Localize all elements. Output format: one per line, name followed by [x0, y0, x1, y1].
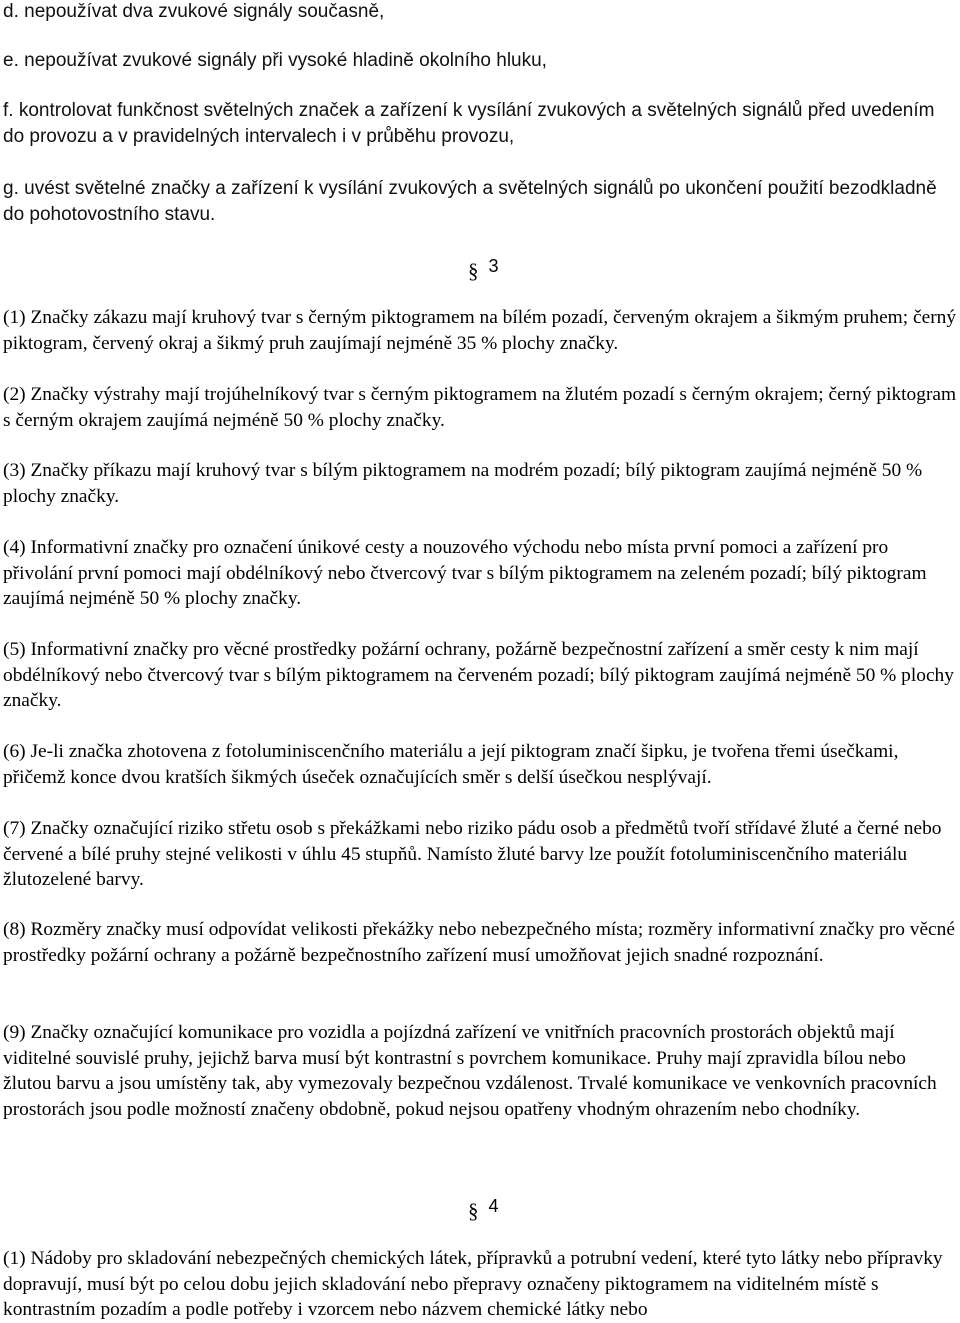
list-marker: d.	[3, 1, 19, 22]
list-marker: e.	[3, 50, 19, 71]
section-4-heading	[468, 1196, 499, 1224]
list-item-g	[3, 176, 948, 228]
list-item-d	[3, 0, 957, 25]
section-3-paragraph-8: (8) Rozměry značky musí odpovídat velikosti překážky nebo nebezpečného místa; rozměry informativní značky pro věcné prostředky požární ochrany a požárně bezpečnostního zařízení musí umožňovat jejich snadné rozpoznání.	[3, 919, 955, 966]
section-3-paragraph-9: (9) Značky označující komunikace pro vozidla a pojízdná zařízení ve vnitřních pracovních prostorách objektů mají viditelné souvislé pruhy, jejichž barva musí být kontrastní s povrchem komunikace. Pruhy mají zpravidla bílou nebo žlutou barvu a jsou umístěny tak, aby vymezovaly bezpečnou vzdálenost. Trvalé komunikace ve venkovních pracovních prostorách jsou podle možností značeny obdobně, pokud nejsou opatřeny vhodným ohrazením nebo chodníky.	[3, 1022, 937, 1120]
section-symbol: §	[468, 259, 479, 283]
section-3-paragraph-3: (3) Značky příkazu mají kruhový tvar s bílým piktogramem na modrém pozadí; bílý piktogram zaujímá nejméně 50 % plochy značky.	[3, 460, 923, 507]
list-item-text: nepoužívat zvukové signály při vysoké hladině okolního hluku,	[24, 50, 547, 71]
section-number: 4	[488, 1196, 499, 1216]
section-symbol: §	[468, 1199, 479, 1223]
list-item-text: nepoužívat dva zvukové signály současně,	[24, 1, 385, 22]
section-3-heading	[468, 256, 499, 284]
section-3-paragraph-6: (6) Je-li značka zhotovena z fotoluminiscenčního materiálu a její piktogram značí šipku, je tvořena třemi úsečkami, přičemž konce dvou kratších šikmých úseček označujících směr s delší úsečkou nesplývají.	[3, 741, 899, 788]
section-3-paragraph-7: (7) Značky označující riziko střetu osob s překážkami nebo riziko pádu osob a předmětů tvoří střídavé žluté a černé nebo červené a bílé pruhy stejné velikosti v úhlu 45 stupňů. Namísto žluté barvy lze použít fotoluminiscenčního materiálu žlutozelené barvy.	[3, 818, 942, 891]
list-item-f	[3, 98, 953, 150]
section-3-paragraph-4: (4) Informativní značky pro označení únikové cesty a nouzového východu nebo místa první pomoci a zařízení pro přivolání první pomoci mají obdélníkový nebo čtvercový tvar s bílým piktogramem na zeleném pozadí; bílý piktogram zaujímá nejméně 50 % plochy značky.	[3, 537, 927, 610]
section-3-paragraph-2: (2) Značky výstrahy mají trojúhelníkový tvar s černým piktogramem na žlutém pozadí s černým okrajem; černý piktogram s černým okrajem zaujímá nejméně 50 % plochy značky.	[3, 384, 957, 431]
list-marker: f.	[3, 100, 14, 121]
list-item-text: kontrolovat funkčnost světelných značek a zařízení k vysílání zvukových a světelných signálů před uvedením do provozu a v pravidelných intervalech i v průběhu provozu,	[3, 100, 935, 147]
section-3-paragraph-1: (1) Značky zákazu mají kruhový tvar s černým piktogramem na bílém pozadí, červeným okrajem a šikmým pruhem; černý piktogram, červený okraj a šikmý pruh zaujímají nejméně 35 % plochy značky.	[3, 307, 957, 354]
section-3-paragraph-5: (5) Informativní značky pro věcné prostředky požární ochrany, požárně bezpečnostní zařízení a směr cesty k nim mají obdélníkový nebo čtvercový tvar s bílým piktogramem na červeném pozadí; bílý piktogram zaujímá nejméně 50 % plochy značky.	[3, 639, 954, 712]
list-item-e	[3, 48, 957, 74]
list-item-text: uvést světelné značky a zařízení k vysílání zvukových a světelných signálů po ukončení použití bezodkladně do pohotovostního stavu.	[3, 178, 937, 225]
list-marker: g.	[3, 178, 19, 199]
section-4-paragraph-1: (1) Nádoby pro skladování nebezpečných chemických látek, přípravků a potrubní vedení, které tyto látky nebo přípravky dopravují, musí být po celou dobu jejich skladování nebo přepravy označeny piktogramem na viditelném místě s kontrastním pozadím a podle potřeby i vzorcem nebo názvem chemické látky nebo	[3, 1248, 943, 1321]
section-number: 3	[488, 256, 499, 276]
